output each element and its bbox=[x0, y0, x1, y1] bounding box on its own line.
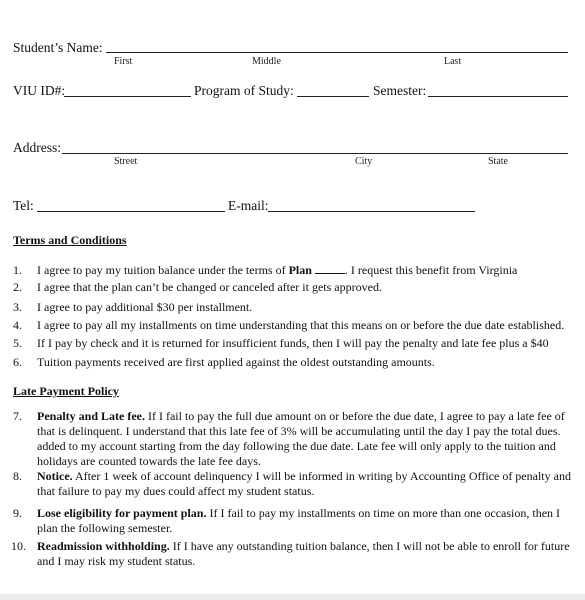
last-name-caption: Last bbox=[444, 56, 462, 67]
list-item bbox=[13, 539, 575, 571]
viu-id-field[interactable] bbox=[64, 96, 191, 97]
item-number: 1. bbox=[13, 263, 22, 277]
first-name-caption: First bbox=[114, 56, 133, 67]
address-field[interactable] bbox=[62, 153, 568, 154]
tel-label: Tel: bbox=[13, 198, 34, 213]
list-item bbox=[13, 506, 575, 538]
semester-label: Semester: bbox=[373, 83, 427, 98]
semester-field[interactable] bbox=[428, 96, 568, 97]
item-title: Readmission withholding. bbox=[37, 539, 170, 553]
item-text: I agree that the plan can’t be changed or canceled after it gets approved. bbox=[37, 280, 382, 294]
late-payment-heading: Late Payment Policy bbox=[13, 384, 119, 398]
item-number: 4. bbox=[13, 318, 22, 332]
program-label: Program of Study: bbox=[194, 83, 294, 98]
item-text: If I pay by check and it is returned for insufficient funds, then I will pay the penalty and late fee plus a $40 bbox=[37, 336, 549, 350]
student-last-name-line[interactable] bbox=[406, 52, 568, 53]
viu-id-label: VIU ID#: bbox=[13, 83, 66, 98]
item-number: 10. bbox=[11, 539, 26, 553]
email-field[interactable] bbox=[268, 211, 475, 212]
item-text: If I fail to pay the full due amount on or before the due date, I agree to pay a late fee of that is delinquent. I understand that this late fee of 3% will be accumulating until the day I pay the total dues. added to my account starting from the day following the due date. Late fee will only apply to the tuition and holidays are counted towards the late fee days. bbox=[37, 409, 565, 468]
item-number: 7. bbox=[13, 409, 22, 423]
item-text: I agree to pay additional $30 per installment. bbox=[37, 300, 253, 314]
item-text: I agree to pay my tuition balance under the terms of bbox=[37, 263, 289, 277]
item-number: 5. bbox=[13, 336, 22, 350]
item-text: If I have any outstanding tuition balance, then I will not be able to enroll for future and I may risk my student status. bbox=[37, 539, 570, 568]
item-text: After 1 week of account delinquency I will be informed in writing by Accounting Office of penalty and that failure to pay my dues could affect my student status. bbox=[37, 469, 571, 498]
item-text: If I fail to pay my installments on time on more than one occasion, then I plan the following semester. bbox=[37, 506, 561, 535]
page-bottom-edge bbox=[0, 594, 585, 600]
city-caption: City bbox=[355, 156, 373, 167]
tel-field[interactable] bbox=[37, 211, 225, 212]
street-caption: Street bbox=[114, 156, 138, 167]
program-field[interactable] bbox=[297, 96, 369, 97]
item-text-cont: . I request this benefit from Virginia bbox=[344, 263, 518, 277]
item-number: 2. bbox=[13, 280, 22, 294]
address-label: Address: bbox=[13, 140, 61, 155]
student-name-line[interactable] bbox=[106, 52, 406, 53]
item-title: Lose eligibility for payment plan. bbox=[37, 506, 207, 520]
list-item bbox=[13, 409, 575, 469]
list-item bbox=[13, 469, 575, 501]
item-title: Penalty and Late fee. bbox=[37, 409, 145, 423]
student-name-label: Student’s Name: bbox=[13, 40, 103, 55]
item-text: Tuition payments received are first applied against the oldest outstanding amounts. bbox=[37, 355, 435, 369]
item-number: 3. bbox=[13, 300, 22, 314]
state-caption: State bbox=[488, 156, 508, 167]
item-number: 9. bbox=[13, 506, 22, 520]
item-number: 6. bbox=[13, 355, 22, 369]
item-number: 8. bbox=[13, 469, 22, 483]
item-text: I agree to pay all my installments on time understanding that this means on or before the due date established. bbox=[37, 318, 565, 332]
item-title: Notice. bbox=[37, 469, 73, 483]
terms-heading: Terms and Conditions bbox=[13, 233, 127, 247]
plan-label: Plan bbox=[288, 263, 312, 277]
email-label: E-mail: bbox=[228, 198, 269, 213]
plan-blank[interactable] bbox=[315, 263, 345, 274]
middle-name-caption: Middle bbox=[252, 56, 281, 67]
